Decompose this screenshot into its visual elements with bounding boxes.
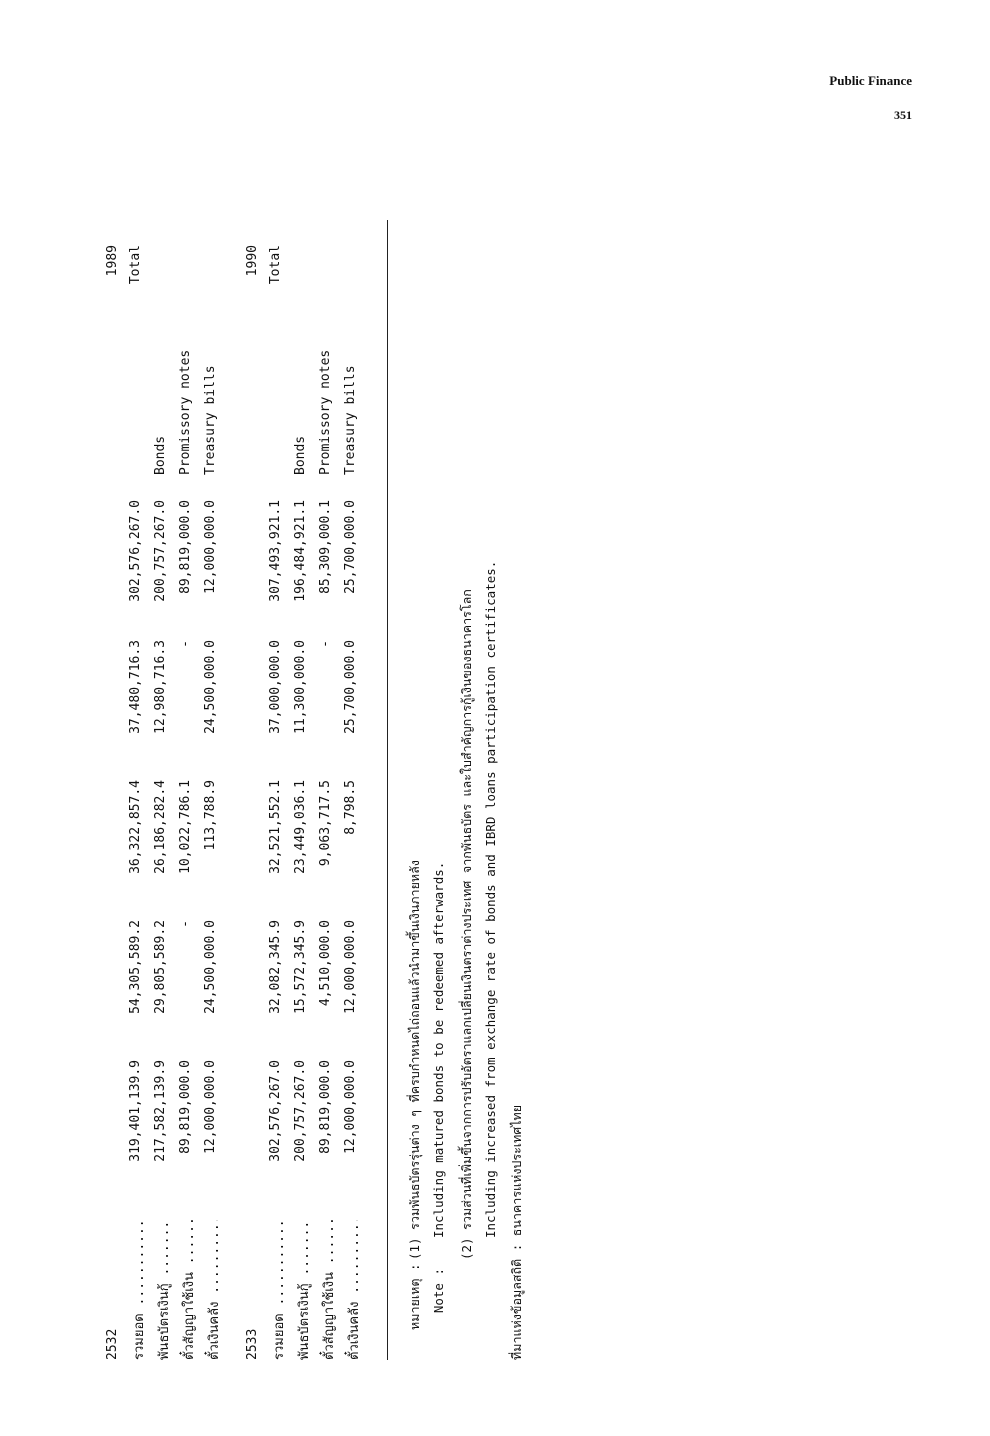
row-label-thai: รวมยอด ..... xyxy=(128,1220,149,1360)
table-cell: 25,700,000.0 xyxy=(343,500,358,594)
year-row xyxy=(245,200,265,1360)
table-cell: 15,572,345.9 xyxy=(293,920,308,1014)
table-cell: 200,757,267.0 xyxy=(293,1060,308,1162)
table-cell: 32,082,345.9 xyxy=(268,920,283,1014)
year-thai: 2532 xyxy=(105,1328,120,1360)
row-label-english: Bonds xyxy=(153,435,168,475)
table-cell: - xyxy=(178,640,193,648)
row-label-thai: รวมยอด ..... xyxy=(268,1220,289,1360)
year-english: 1989 xyxy=(105,245,120,277)
footnote-label-english: Note : xyxy=(431,1268,446,1314)
row-label-english: Promissory notes xyxy=(178,349,193,475)
footnote-1-english xyxy=(431,862,446,1330)
table-cell: 89,819,000.0 xyxy=(178,500,193,594)
table-cell: 200,757,267.0 xyxy=(153,500,168,602)
row-label-english: Total xyxy=(268,245,283,285)
table-row xyxy=(343,200,363,1360)
table-cell: 307,493,921.1 xyxy=(268,500,283,602)
table-cell: 32,521,552.1 xyxy=(268,780,283,874)
table-cell: 12,000,000.0 xyxy=(203,500,218,594)
table-cell: 37,000,000.0 xyxy=(268,640,283,734)
table-cell: 29,805,589.2 xyxy=(153,920,168,1014)
table-cell: 89,819,000.0 xyxy=(178,1060,193,1154)
source-note: ที่มาแห่งข้อมูลสถิติ : ธนาคารแห่งประเทศไทย xyxy=(509,1104,524,1360)
table-cell: 24,500,000.0 xyxy=(203,640,218,734)
table-row xyxy=(268,200,288,1360)
table-cell: 8,798.5 xyxy=(343,780,358,835)
table-row xyxy=(293,200,313,1360)
table-row xyxy=(178,200,198,1360)
rotated-table xyxy=(75,200,524,1360)
footnote-1-thai-text: (1) รวมพันธบัตรรุ่นต่าง ๆ ที่ครบกำหนดไถ่ถอนแล้วนำมาขึ้นเงินภายหลัง xyxy=(407,860,422,1260)
footnote-1-english-text: Including matured bonds to be redeemed afterwards. xyxy=(431,861,446,1238)
table-cell: 25,700,000.0 xyxy=(343,640,358,734)
table-cell: 196,484,921.1 xyxy=(293,500,308,602)
table-cell: 12,980,716.3 xyxy=(153,640,168,734)
table-cell: 113,788.9 xyxy=(203,780,218,851)
table-cell: 10,022,786.1 xyxy=(178,780,193,874)
table-cell: 302,576,267.0 xyxy=(128,500,143,602)
table-cell: 89,819,000.0 xyxy=(318,1060,333,1154)
row-label-thai: พันธบัตรเงินกู้ ..... xyxy=(153,1220,174,1360)
table-bottom-rule xyxy=(387,220,388,1360)
table-cell: 4,510,000.0 xyxy=(318,920,333,1007)
table-cell: 54,305,589.2 xyxy=(128,920,143,1014)
row-label-english: Treasury bills xyxy=(343,365,358,475)
footnote-label-thai: หมายเหตุ : xyxy=(407,1263,422,1330)
table-cell: 26,186,282.4 xyxy=(153,780,168,874)
table-cell: 12,000,000.0 xyxy=(343,920,358,1014)
page-number: 351 xyxy=(894,108,912,122)
table-row xyxy=(203,200,223,1360)
year-row xyxy=(105,200,125,1360)
table-cell: 12,000,000.0 xyxy=(343,1060,358,1154)
table-cell: 23,449,036.1 xyxy=(293,780,308,874)
footnote-2-english: Including increased from exchange rate of bonds and IBRD loans participation certificates. xyxy=(483,560,498,1238)
table-cell: 12,000,000.0 xyxy=(203,1060,218,1154)
table-row xyxy=(318,200,338,1360)
table-row xyxy=(153,200,173,1360)
row-label-thai: ตั๋วเงินคลัง ..... xyxy=(343,1220,364,1360)
table-cell: 9,063,717.5 xyxy=(318,780,333,867)
table-cell: 302,576,267.0 xyxy=(268,1060,283,1162)
row-label-english: Bonds xyxy=(293,435,308,475)
row-label-english: Treasury bills xyxy=(203,365,218,475)
table-cell: - xyxy=(318,640,333,648)
table-row xyxy=(128,200,148,1360)
year-english: 1990 xyxy=(245,245,260,277)
table-cell: 319,401,139.9 xyxy=(128,1060,143,1162)
table-cell: 36,322,857.4 xyxy=(128,780,143,874)
running-header-title: Public Finance xyxy=(829,73,912,88)
table-cell: 217,582,139.9 xyxy=(153,1060,168,1162)
row-label-english: Promissory notes xyxy=(318,349,333,475)
row-label-english: Total xyxy=(128,245,143,285)
row-label-thai: ตั๋วสัญญาใช้เงิน ..... xyxy=(318,1220,339,1360)
table-cell: 11,300,000.0 xyxy=(293,640,308,734)
row-label-thai: พันธบัตรเงินกู้ ..... xyxy=(293,1220,314,1360)
year-thai: 2533 xyxy=(245,1328,260,1360)
table-cell: - xyxy=(178,920,193,928)
row-label-thai: ตั๋วสัญญาใช้เงิน ..... xyxy=(178,1220,199,1360)
table-cell: 37,480,716.3 xyxy=(128,640,143,734)
footnote-2-thai: (2) รวมส่วนที่เพิ่มขึ้นจากการปรับอัตราแลกเปลี่ยนเงินตราต่างประเทศ จากพันธบัตร และใบสำคัญการกู้เงินของธนาคารโลก xyxy=(459,589,474,1260)
footnote-1-thai xyxy=(405,860,425,1330)
row-label-thai: ตั๋วเงินคลัง ..... xyxy=(203,1220,224,1360)
table-cell: 85,309,000.1 xyxy=(318,500,333,594)
table-cell: 24,500,000.0 xyxy=(203,920,218,1014)
